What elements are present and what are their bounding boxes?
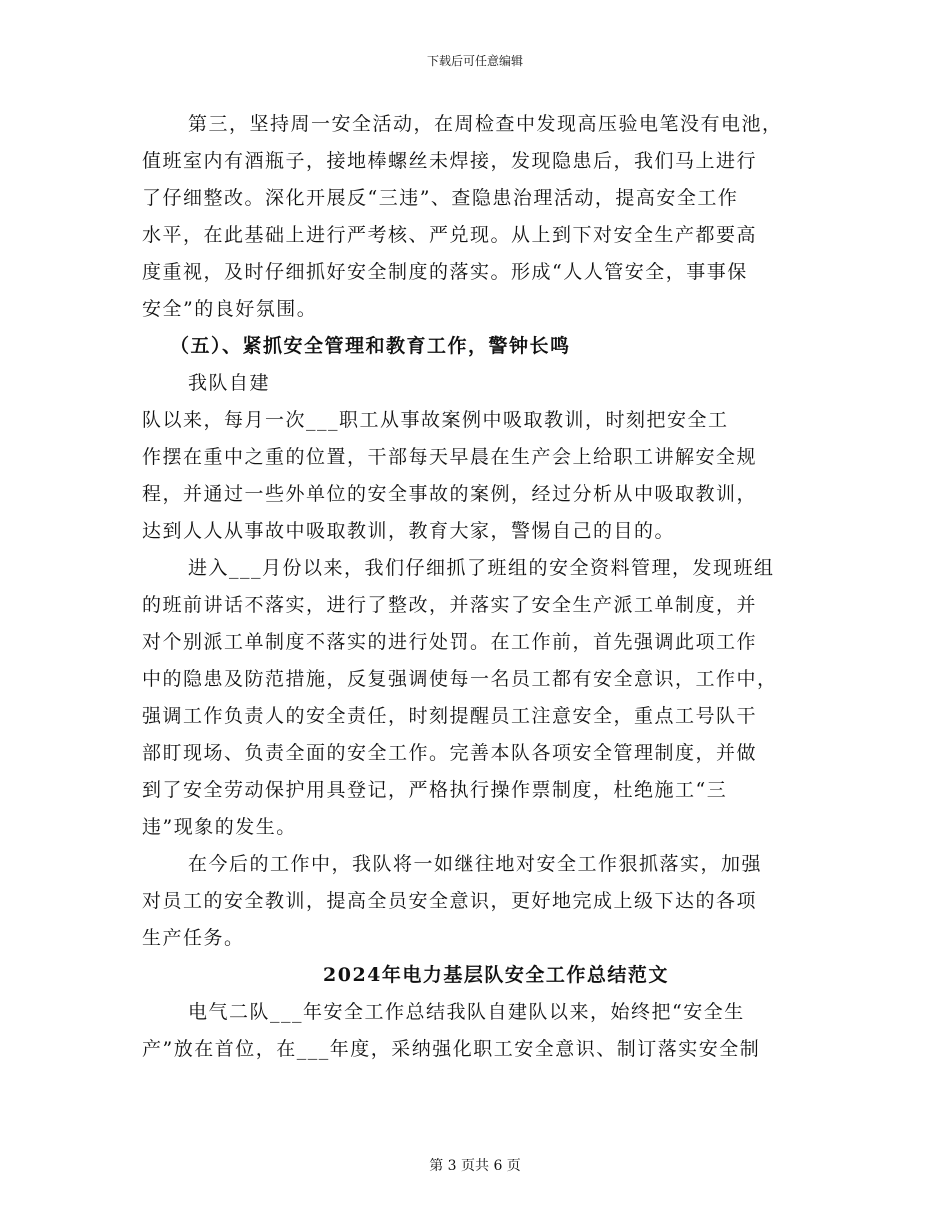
paragraph-line: 度重视，及时仔细抓好安全制度的落实。形成“人人管安全，事事保 xyxy=(142,261,748,283)
paragraph-line: 值班室内有酒瓶子，接地棒螺丝未焊接，发现隐患后，我们马上进行 xyxy=(142,150,758,172)
page-footer: 第 3 页共 6 页 xyxy=(429,1158,521,1174)
paragraph-line: 进入___月份以来，我们仔细抓了班组的安全资料管理，发现班组 xyxy=(188,557,775,579)
paragraph-line: 电气二队___年安全工作总结我队自建队以来，始终把“安全生 xyxy=(188,1001,745,1023)
paragraph-line: 第三，坚持周一安全活动，在周检查中发现高压验电笔没有电池， xyxy=(188,113,783,135)
paragraph-line: 违”现象的发生。 xyxy=(142,816,297,838)
paragraph-line: 我队自建 xyxy=(188,372,271,394)
paragraph-line: 在今后的工作中，我队将一如继往地对安全工作狠抓落实，加强 xyxy=(188,853,763,875)
paragraph-line: 对员工的安全教训，提高全员安全意识，更好地完成上级下达的各项 xyxy=(142,890,758,912)
paragraph-line: 中的隐患及防范措施，反复强调使每一名员工都有安全意识，工作中， xyxy=(142,668,778,690)
paragraph-line: 程，并通过一些外单位的安全事故的案例，经过分析从中吸取教训， xyxy=(142,483,758,505)
paragraph-line: 安全”的良好氛围。 xyxy=(142,298,318,320)
paragraph-line: 了仔细整改。深化开展反“三违”、查隐患治理活动，提高安全工作 xyxy=(142,187,739,209)
paragraph-line: 强调工作负责人的安全责任，时刻提醒员工注意安全，重点工号队干 xyxy=(142,705,758,727)
paragraph-line: 到了安全劳动保护用具登记，严格执行操作票制度，杜绝施工“三 xyxy=(142,779,728,801)
document-title: 2024年电力基层队安全工作总结范文 xyxy=(323,964,669,986)
paragraph-line: 生产任务。 xyxy=(142,927,245,949)
paragraph-line: 的班前讲话不落实，进行了整改，并落实了安全生产派工单制度，并 xyxy=(142,594,758,616)
document-body xyxy=(142,106,810,1068)
paragraph-line: 达到人人从事故中吸取教训，教育大家，警惕自己的目的。 xyxy=(142,520,676,542)
paragraph-line: 作摆在重中之重的位置，干部每天早晨在生产会上给职工讲解安全规 xyxy=(142,446,758,468)
paragraph-line: 对个别派工单制度不落实的进行处罚。在工作前，首先强调此项工作 xyxy=(142,631,758,653)
paragraph-line: 部盯现场、负责全面的安全工作。完善本队各项安全管理制度，并做 xyxy=(142,742,758,764)
section-heading: （五）、紧抓安全管理和教育工作，警钟长鸣 xyxy=(170,335,571,357)
page-header: 下载后可任意编辑 xyxy=(426,54,523,68)
paragraph-line: 水平，在此基础上进行严考核、严兑现。从上到下对安全生产都要高 xyxy=(142,224,758,246)
paragraph-line: 产”放在首位，在___年度，采纳强化职工安全意识、制订落实安全制 xyxy=(142,1038,761,1060)
paragraph-line: 队以来，每月一次___职工从事故案例中吸取教训，时刻把安全工 xyxy=(142,409,729,431)
